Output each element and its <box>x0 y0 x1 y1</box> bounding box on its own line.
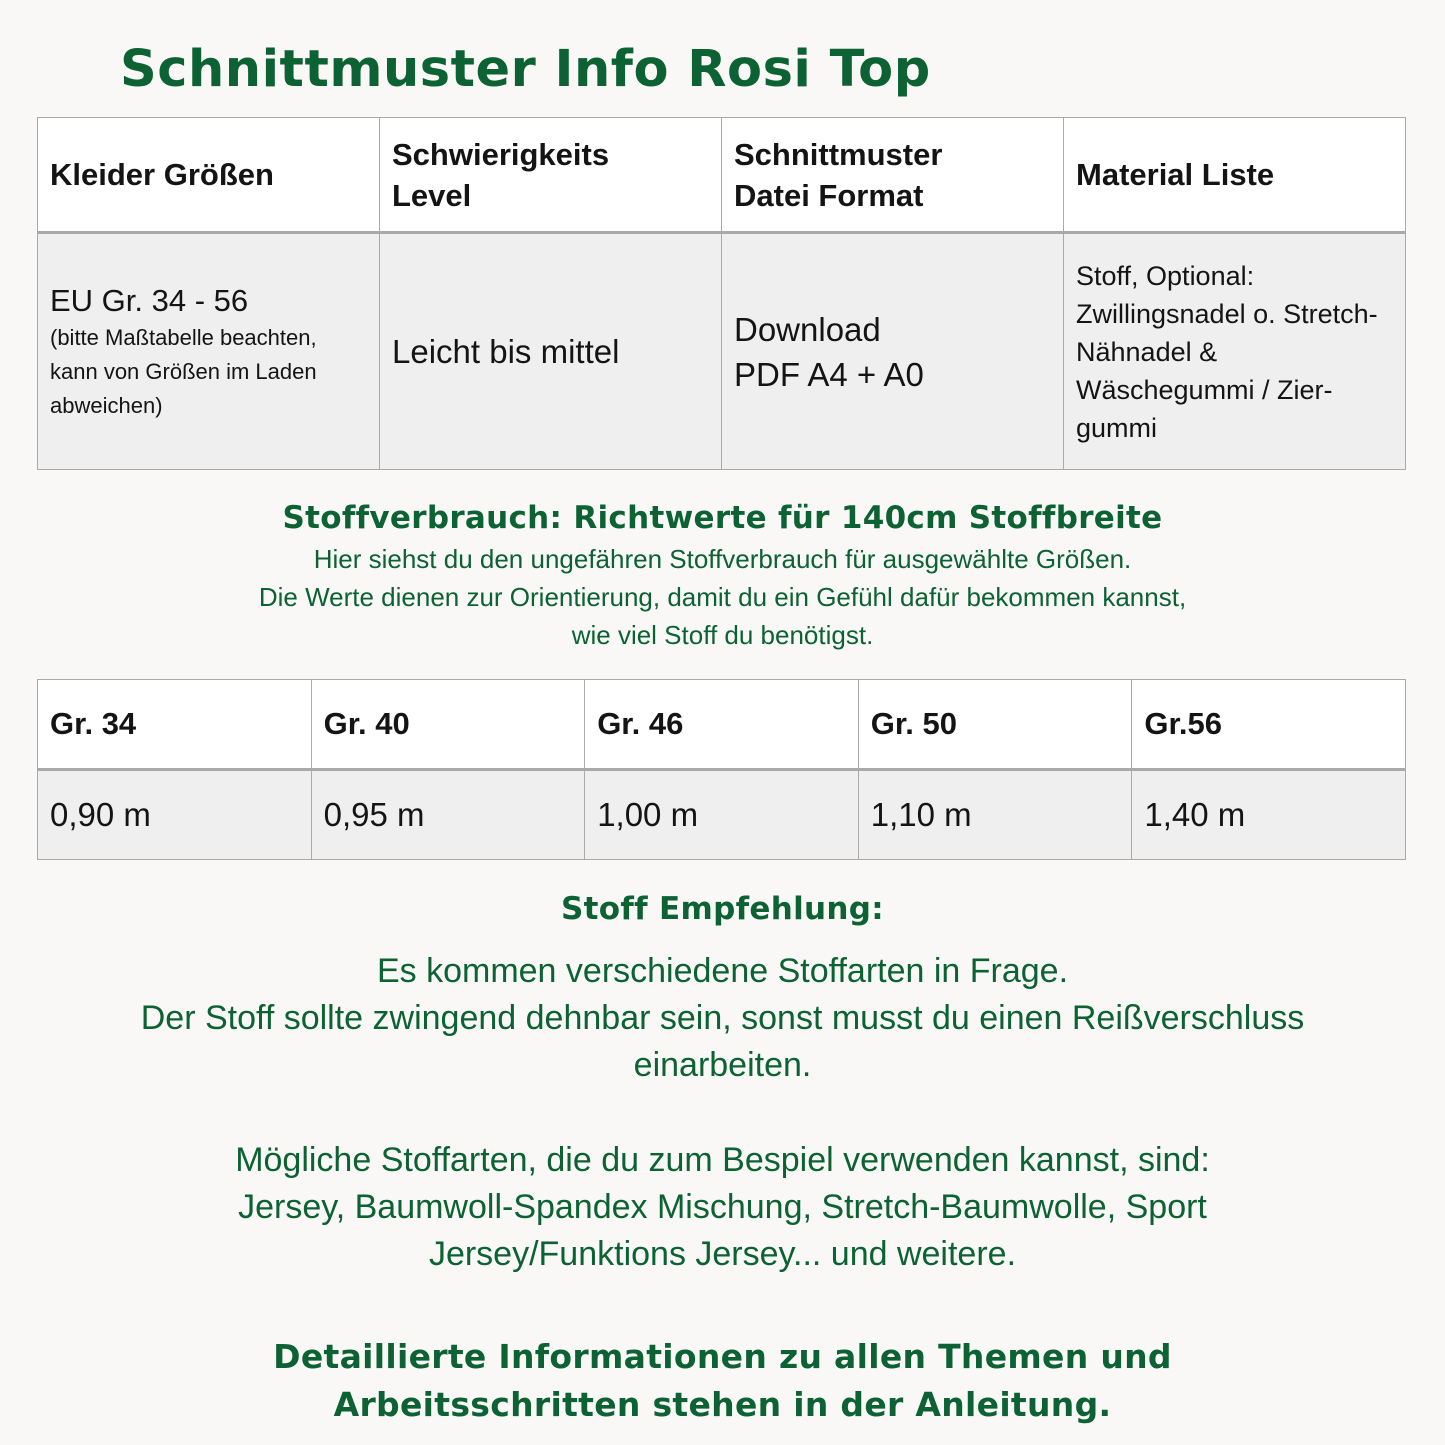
usage-size-40: Gr. 40 <box>311 680 585 770</box>
fabric-usage-line2: Die Werte dienen zur Orientierung, damit du ein Gefühl dafür bekommen kannst, <box>258 582 1187 612</box>
usage-amount-56: 1,40 m <box>1132 770 1406 860</box>
header-level-line2: Level <box>392 177 472 213</box>
cell-sizes <box>38 233 380 470</box>
footer-line2: Arbeitsschritten stehen in der Anleitung. <box>333 1385 1112 1424</box>
usage-amount-34: 0,90 m <box>38 770 312 860</box>
fabric-usage-section <box>0 496 1445 654</box>
fabric-usage-line1: Hier siehst du den ungefähren Stoffverbrauch für ausgewählte Größen. <box>313 544 1132 574</box>
usage-size-34: Gr. 34 <box>38 680 312 770</box>
info-table-header-row <box>38 118 1406 233</box>
usage-table-header-row <box>38 680 1406 770</box>
recommendation-section <box>0 886 1445 1278</box>
recommendation-line6: Jersey/Funktions Jersey... und weitere. <box>428 1235 1017 1273</box>
recommendation-line2: Der Stoff sollte zwingend dehnbar sein, sonst musst du einen Reißverschluss <box>140 999 1305 1037</box>
recommendation-line5: Jersey, Baumwoll-Spandex Mischung, Stretch-Baumwolle, Sport <box>238 1188 1207 1226</box>
format-line2: PDF A4 + A0 <box>734 355 924 393</box>
cell-format <box>722 233 1064 470</box>
header-sizes <box>38 118 380 233</box>
cell-material <box>1064 233 1406 470</box>
usage-amount-46: 1,00 m <box>585 770 859 860</box>
fabric-usage-line3: wie viel Stoff du benötigst. <box>571 620 874 650</box>
header-format-line2: Datei Format <box>734 177 924 213</box>
header-material <box>1064 118 1406 233</box>
header-level-line1: Schwierigkeits <box>392 136 610 172</box>
usage-amount-40: 0,95 m <box>311 770 585 860</box>
header-material-label: Material Liste <box>1076 157 1275 192</box>
sizes-note: (bitte Maßtabelle beachten, kann von Größen im Laden abweichen) <box>50 324 317 418</box>
recommendation-line4: Mögliche Stoffarten, die du zum Bespiel verwenden kannst, sind: <box>235 1141 1210 1179</box>
usage-table-value-row <box>38 770 1406 860</box>
usage-size-56: Gr.56 <box>1132 680 1406 770</box>
recommendation-heading: Stoff Empfehlung: <box>561 891 884 927</box>
header-sizes-label: Kleider Größen <box>50 157 274 192</box>
usage-size-46: Gr. 46 <box>585 680 859 770</box>
header-format <box>722 118 1064 233</box>
usage-amount-50: 1,10 m <box>858 770 1132 860</box>
page-title: Schnittmuster Info Rosi Top <box>120 40 931 99</box>
fabric-usage-heading: Stoffverbrauch: Richtwerte für 140cm Stoffbreite <box>282 500 1163 536</box>
footer-note <box>0 1333 1445 1429</box>
header-level <box>380 118 722 233</box>
info-table-value-row <box>38 233 1406 470</box>
usage-size-50: Gr. 50 <box>858 680 1132 770</box>
level-value: Leicht bis mittel <box>392 333 620 370</box>
header-format-line1: Schnittmuster <box>734 136 943 172</box>
footer-line1: Detaillierte Informationen zu allen Themen und <box>273 1337 1172 1376</box>
usage-table <box>37 679 1406 860</box>
cell-level <box>380 233 722 470</box>
format-line1: Download <box>734 310 881 348</box>
recommendation-line1: Es kommen verschiedene Stoffarten in Frage. <box>376 952 1069 990</box>
info-table <box>37 117 1406 470</box>
material-value: Stoff, Optional: Zwillingsnadel o. Stretch-Nähnadel & Wäschegummi / Zier-gummi <box>1076 260 1378 443</box>
recommendation-line3: einarbeiten. <box>633 1046 812 1084</box>
sizes-range: EU Gr. 34 - 56 <box>50 282 249 318</box>
